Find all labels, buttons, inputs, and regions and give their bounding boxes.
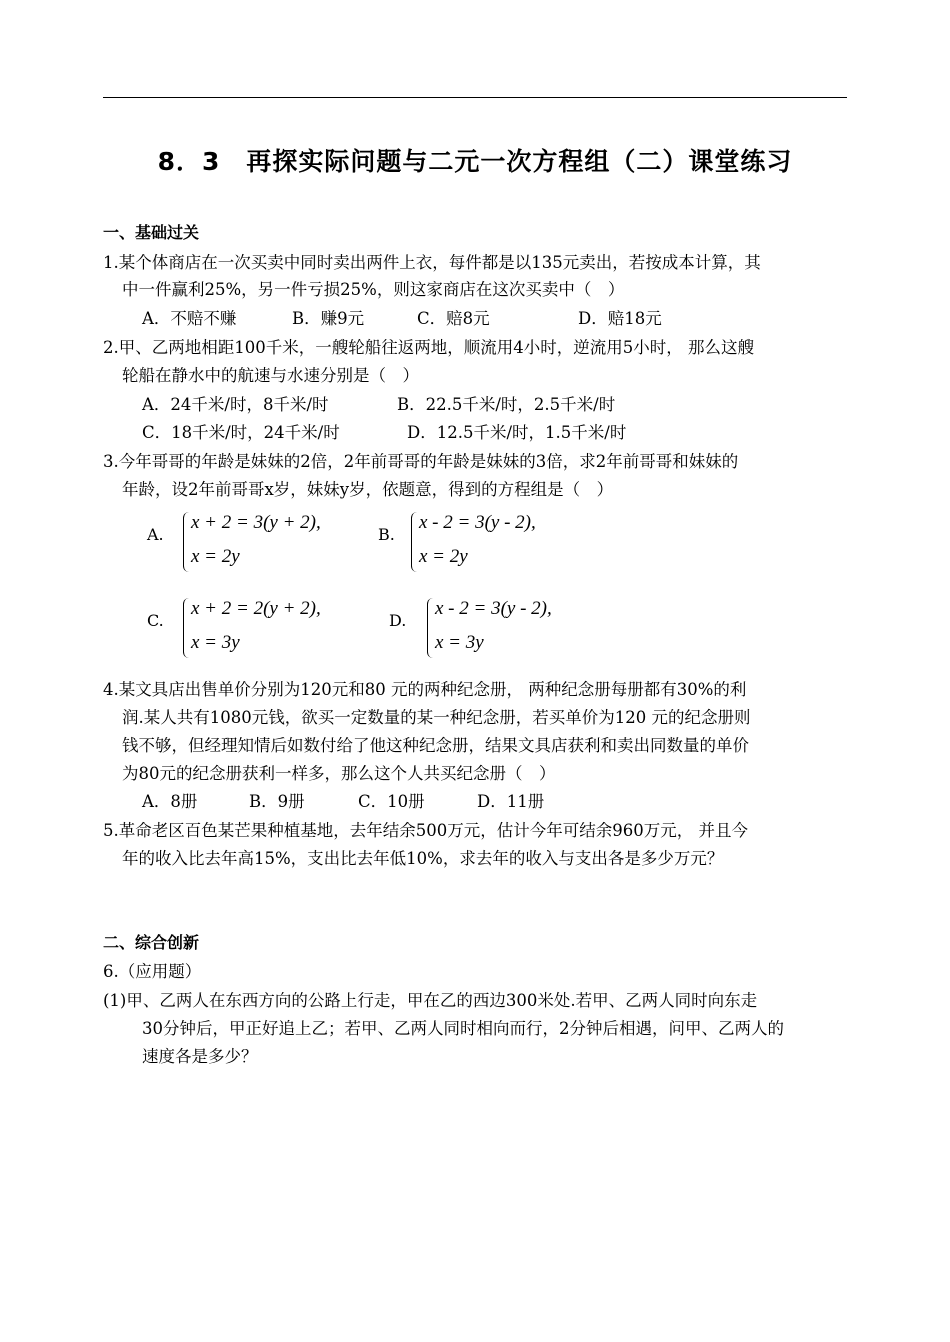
q4-line-2: 润.某人共有1080元钱，欲买一定数量的某一种纪念册，若买单价为120 元的纪念册则 [122,708,751,727]
left-brace [183,598,190,658]
q3-option-d-eq2: x = 3y [435,632,484,653]
q3-option-c-system [145,594,365,664]
q1-line-1: 1.某个体商店在一次买卖中同时卖出两件上衣，每件都是以135元卖出，若按成本计算，其 [103,253,761,272]
q1-option-b: B．赚9元 [292,309,365,328]
left-brace [183,512,190,572]
page-title: 8．3 再探实际问题与二元一次方程组（二）课堂练习 [157,147,793,176]
q1-line-2: 中一件赢利25%，另一件亏损25%，则这家商店在这次买卖中（ ） [122,280,625,299]
q3-option-d-system [389,594,609,664]
q3-option-a-system [145,508,365,578]
q5-line-1: 5.革命老区百色某芒果种植基地，去年结余500万元，估计今年可结余960万元， 并且今 [103,821,748,840]
q3-option-c-label: C. [147,611,164,630]
q4-option-d: D．11册 [477,792,545,811]
q3-line-2: 年龄，设2年前哥哥x岁，妹妹y岁，依题意，得到的方程组是（ ） [122,480,614,499]
q3-option-d-eq1: x - 2 = 3(y - 2), [435,598,552,619]
left-brace [427,598,434,658]
q3-option-d-label: D. [389,611,407,630]
q6-line-2: 30分钟后，甲正好追上乙；若甲、乙两人同时相向而行，2分钟后相遇，问甲、乙两人的 [142,1019,784,1038]
q6-line-3: 速度各是多少？ [142,1047,258,1066]
q1-option-d: D．赔18元 [578,309,662,328]
q3-option-a-eq1: x + 2 = 3(y + 2), [191,512,321,533]
q2-option-d: D．12.5千米/时，1.5千米/时 [407,423,627,442]
q2-line-2: 轮船在静水中的航速与水速分别是（ ） [122,366,419,385]
q4-option-a: A．8册 [142,792,198,811]
q3-option-b-eq1: x - 2 = 3(y - 2), [419,512,536,533]
q2-option-a: A．24千米/时，8千米/时 [142,395,329,414]
q1-option-a: A．不赔不赚 [142,309,237,328]
q3-option-b-system [378,508,598,578]
q3-option-c-eq2: x = 3y [191,632,240,653]
left-brace [411,512,418,572]
section-creative-heading: 二、综合创新 [103,933,200,952]
q6-heading: 6.（应用题） [103,962,202,981]
header-rule [103,97,847,98]
q4-option-c: C．10册 [358,792,425,811]
q2-option-c: C．18千米/时，24千米/时 [142,423,340,442]
q4-line-1: 4.某文具店出售单价分别为120元和80 元的两种纪念册， 两种纪念册每册都有30%的利 [103,680,747,699]
q3-option-a-label: A. [147,525,164,544]
q3-option-b-label: B. [378,525,395,544]
q3-line-1: 3.今年哥哥的年龄是妹妹的2倍，2年前哥哥的年龄是妹妹的3倍，求2年前哥哥和妹妹的 [103,452,739,471]
q3-option-c-eq1: x + 2 = 2(y + 2), [191,598,321,619]
q6-line-1: (1)甲、乙两人在东西方向的公路上行走，甲在乙的西边300米处.若甲、乙两人同时向东走 [103,991,758,1010]
q2-option-b: B．22.5千米/时，2.5千米/时 [397,395,616,414]
section-basic-heading: 一、基础过关 [103,223,200,242]
q5-line-2: 年的收入比去年高15%，支出比去年低10%，求去年的收入与支出各是多少万元？ [122,849,724,868]
q1-option-c: C．赔8元 [417,309,490,328]
q4-line-3: 钱不够，但经理知情后如数付给了他这种纪念册，结果文具店获利和卖出同数量的单价 [122,736,749,755]
q3-option-a-eq2: x = 2y [191,546,240,567]
q4-line-4: 为80元的纪念册获利一样多，那么这个人共买纪念册（ ） [122,764,556,783]
q2-line-1: 2.甲、乙两地相距100千米，一艘轮船往返两地，顺流用4小时，逆流用5小时， 那么这艘 [103,338,754,357]
q4-option-b: B．9册 [249,792,305,811]
q3-option-b-eq2: x = 2y [419,546,468,567]
